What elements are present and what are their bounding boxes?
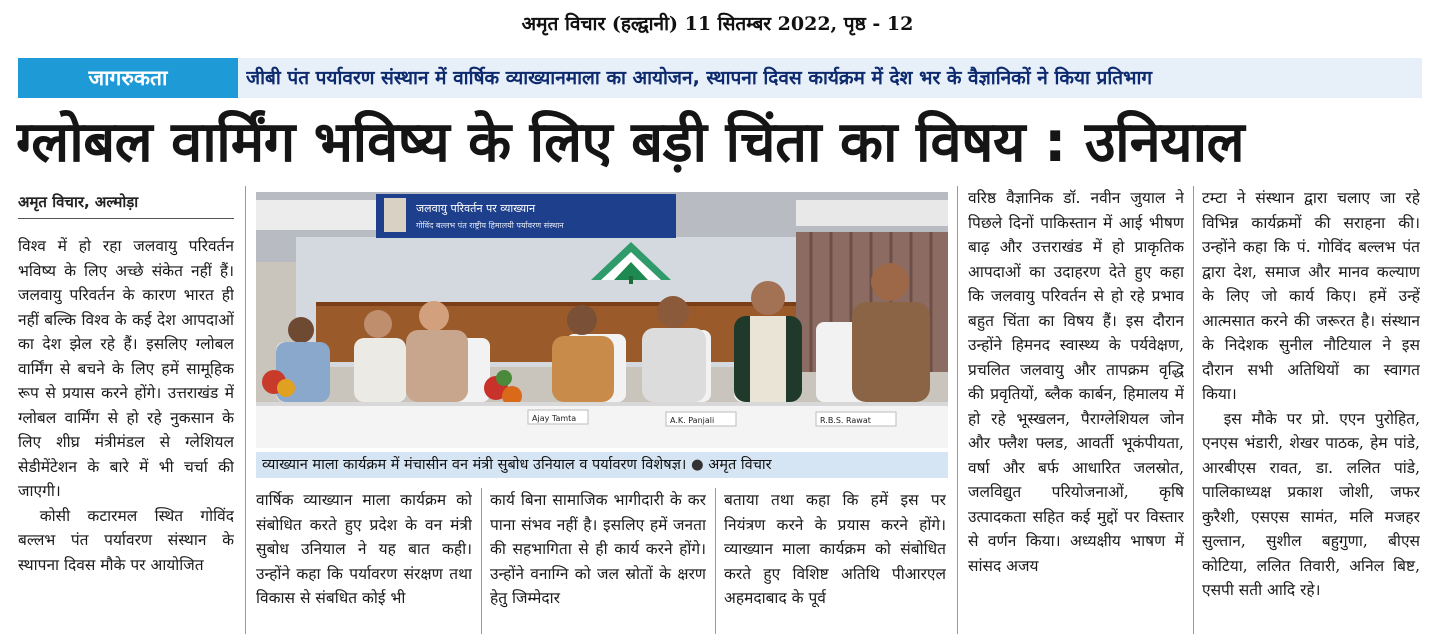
column-bottom-3 (724, 488, 946, 634)
column-right-2 (1202, 186, 1420, 634)
kicker-text: जीबी पंत पर्यावरण संस्थान में वार्षिक व्याख्यानमाला का आयोजन, स्थापना दिवस कार्यक्रम में देश भर के वैज्ञानिकों ने किया प्रतिभाग (246, 67, 1153, 89)
column-divider (245, 186, 246, 634)
masthead: अमृत विचार (हल्द्वानी) 11 सितम्बर 2022, पृष्ठ - 12 (521, 13, 914, 35)
column-1 (18, 234, 234, 634)
column-1-paragraph-1: विश्व में हो रहा जलवायु परिवर्तन भविष्य के लिए अच्छे संकेत नहीं हैं। जलवायु परिवर्तन के कारण भारत ही नहीं बल्कि विश्व के कई देश आपदाओं का देश झेल रहे हैं। इसलिए ग्लोबल वार्मिंग से बचने के लिए हमें सामूहिक रूप से प्रयास करने होंगे। उत्तराखंड में ग्लोबल वार्मिंग से हो रहे नुकसान के लिए शीघ्र मंत्रीमंडल से ग्लेशियल सेडीमेंटेशन के बारे में भी चर्चा की जाएगी। (18, 237, 234, 500)
event-photo (256, 192, 948, 448)
column-divider (957, 186, 958, 634)
column-divider (481, 488, 482, 634)
caption-bullet: ● (691, 457, 709, 473)
column-right-1 (968, 186, 1184, 634)
kicker-tag: जागरुकता (18, 58, 238, 98)
byline-rule (18, 218, 234, 219)
column-right-2-paragraph-1: टम्टा ने संस्थान द्वारा चलाए जा रहे विभिन्न कार्यक्रमों की सराहना की। उन्होंने कहा कि पं. गोविंद बल्लभ पंत द्वारा देश, समाज और मानव कल्याण के लिए जो कार्य किए। हमें उन्हें आत्मसात करने की जरूरत है। संस्थान के निदेशक सुनील नौटियाल ने इस दौरान सभी अतिथियों का स्वागत किया। (1202, 189, 1420, 403)
column-bottom-2-text: कार्य बिना सामाजिक भागीदारी के कर पाना संभव नहीं है। इसलिए हमें जनता की सहभागिता से ही कार्य करने होंगे। उन्होंने वनाग्नि को जल स्रोतों के क्षरण हेतु जिम्मेदार (490, 491, 706, 607)
photo-caption (256, 452, 948, 478)
column-right-2-paragraph-2: इस मौके पर प्रो. एएन पुरोहित, एनएस भंडारी, शेखर पाठक, हेम पांडे, आरबीएस रावत, डा. ललित पांडे, पालिकाध्यक्ष प्रकाश जोशी, जफर कुरैशी, एसएस सामंत, मलि मजहर सुल्तान, सुशील बहुगुणा, बीएस कोटिया, ललित तिवारी, अनिल बिष्ट, एसपी सती आदि रहे। (1202, 409, 1420, 599)
nameplate: A.K. Panjali (670, 416, 715, 425)
byline: अमृत विचार, अल्मोड़ा (18, 193, 139, 211)
banner-subtext: गोविंद बल्लभ पंत राष्ट्रीय हिमालयी पर्यावरण संस्थान (416, 221, 564, 230)
column-bottom-3-text: बताया तथा कहा कि हमें इस पर नियंत्रण करने के प्रयास करने होंगे। व्याख्यान माला कार्यक्रम को संबोधित करते हुए विशिष्ट अतिथि पीआरएल अहमदाबाद के पूर्व (724, 491, 946, 607)
caption-credit: अमृत विचार (708, 457, 772, 473)
column-1-paragraph-2: कोसी कटारमल स्थित गोविंद बल्लभ पंत पर्यावरण संस्थान के स्थापना दिवस मौके पर आयोजित (18, 506, 234, 574)
headline: ग्लोबल वार्मिंग भविष्य के लिए बड़ी चिंता का विषय : उनियाल (16, 110, 1245, 175)
nameplate: R.B.S. Rawat (820, 416, 871, 425)
column-divider (715, 488, 716, 634)
kicker-strip (18, 58, 1422, 98)
column-right-1-text: वरिष्ठ वैज्ञानिक डॉ. नवीन जुयाल ने पिछले दिनों पाकिस्तान में आई भीषण बाढ़ और उत्तराखंड में हो प्राकृतिक आपदाओं का उदाहरण देते हुए कहा कि जलवायु परिवर्तन से हो रहे प्रभाव बहुत चिंता का विषय हैं। इस दौरान उन्होंने हिमनद स्वास्थ्य के पर्यवेक्षण, प्रचलित जलवायु और तापक्रम वृद्धि की प्रवृतियों, ब्लैक कार्बन, हिमालय में हो रहे भूस्खलन, पैराग्लेशियल जोन और फ्लैश फ्लड, आवर्ती भूकंपीयता, वर्षा और बर्फ आधारित जलस्रोत, जलविद्युत परियोजनाओं, कृषि उत्पादकता सहित कई मुद्दों पर विस्तार से वर्णन किया। अध्यक्षीय भाषण में सांसद अजय (968, 189, 1184, 575)
column-bottom-1 (256, 488, 472, 634)
column-bottom-2 (490, 488, 706, 634)
column-divider (1193, 186, 1194, 634)
caption-text: व्याख्यान माला कार्यक्रम में मंचासीन वन मंत्री सुबोध उनियाल व पर्यावरण विशेषज्ञ। (262, 457, 687, 473)
banner-text: जलवायु परिवर्तन पर व्याख्यान (416, 202, 536, 215)
column-bottom-1-text: वार्षिक व्याख्यान माला कार्यक्रम को संबोधित करते हुए प्रदेश के वन मंत्री सुबोध उनियाल ने यह बात कही। उन्होंने कहा कि पर्यावरण संरक्षण तथा विकास से संबधित कोई भी (256, 491, 472, 607)
nameplate: Ajay Tamta (532, 414, 577, 423)
